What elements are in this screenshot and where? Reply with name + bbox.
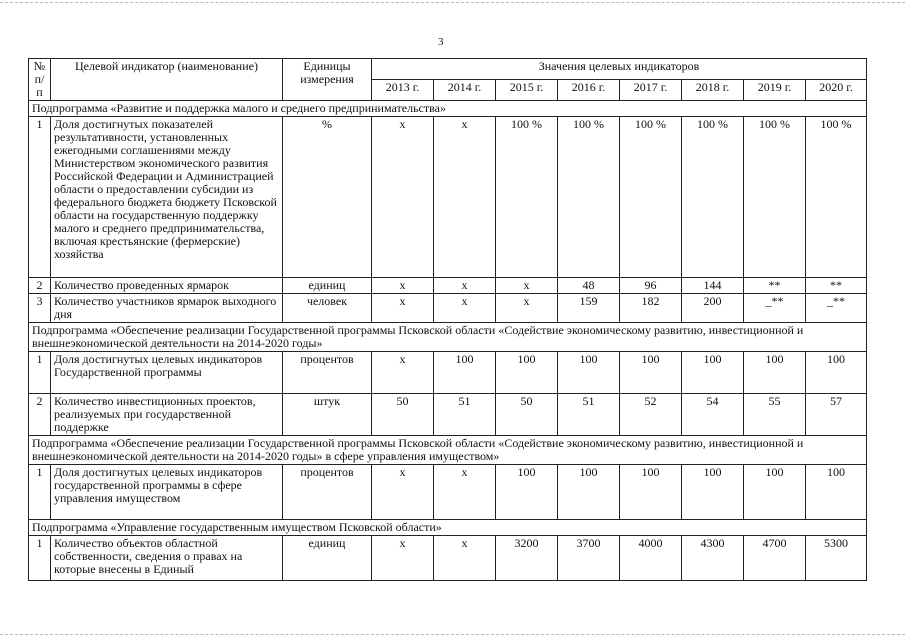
value-cell: 100 <box>620 465 682 520</box>
value-cell: 182 <box>620 294 682 323</box>
scan-top-edge <box>0 2 905 3</box>
value-cell: _** <box>744 294 806 323</box>
value-cell: 100 <box>682 352 744 394</box>
year-header: 2020 г. <box>806 80 867 101</box>
section-row <box>29 101 867 117</box>
scan-bottom-edge <box>0 634 905 635</box>
value-cell: 159 <box>558 294 620 323</box>
col-header-indicator: Целевой индикатор (наименование) <box>51 59 283 101</box>
value-cell: 100 <box>806 465 867 520</box>
year-header: 2015 г. <box>496 80 558 101</box>
value-cell: 100 % <box>558 117 620 278</box>
value-cell: x <box>372 294 434 323</box>
value-cell: x <box>434 117 496 278</box>
unit-cell: процентов <box>283 352 372 394</box>
indicator-name: Доля достигнутых показателей результативности, установленных ежегодными соглашениями между Министерством экономического развития Российской Федерации и Администрацией области о предоставлении субсидии из федерального бюджета бюджету Псковской области на государственную поддержку малого и среднего предпринимательства, включая крестьянские (фермерские) хозяйства <box>51 117 283 278</box>
value-cell: 50 <box>496 394 558 436</box>
value-cell: 144 <box>682 278 744 294</box>
value-cell: 200 <box>682 294 744 323</box>
section-row <box>29 436 867 465</box>
table-header-row <box>29 59 867 80</box>
value-cell: 3700 <box>558 536 620 581</box>
year-header: 2017 г. <box>620 80 682 101</box>
year-header: 2019 г. <box>744 80 806 101</box>
value-cell: ** <box>744 278 806 294</box>
value-cell: x <box>372 536 434 581</box>
indicator-name: Доля достигнутых целевых индикаторов государственной программы в сфере управления имуществом <box>51 465 283 520</box>
value-cell: 100 % <box>496 117 558 278</box>
indicator-name: Количество проведенных ярмарок <box>51 278 283 294</box>
value-cell: 96 <box>620 278 682 294</box>
value-cell: 50 <box>372 394 434 436</box>
row-number: 2 <box>29 394 51 436</box>
table-row <box>29 117 867 278</box>
col-header-unit: Единицы измерения <box>283 59 372 101</box>
value-cell: 51 <box>558 394 620 436</box>
section-row <box>29 520 867 536</box>
value-cell: 100 <box>496 465 558 520</box>
value-cell: ** <box>806 278 867 294</box>
indicator-name: Количество участников ярмарок выходного дня <box>51 294 283 323</box>
section-title: Подпрограмма «Обеспечение реализации Государственной программы Псковской области «Содействие экономическому развитию, инвестиционной и внешнеэкономической деятельности на 2014-2020 годы» <box>29 323 867 352</box>
value-cell: 52 <box>620 394 682 436</box>
value-cell: _** <box>806 294 867 323</box>
col-header-values: Значения целевых индикаторов <box>372 59 867 80</box>
page-number: 3 <box>438 36 444 48</box>
value-cell: 100 <box>558 465 620 520</box>
value-cell: 100 <box>806 352 867 394</box>
value-cell: 55 <box>744 394 806 436</box>
table-row <box>29 394 867 436</box>
row-number: 1 <box>29 352 51 394</box>
value-cell: x <box>434 536 496 581</box>
value-cell: 57 <box>806 394 867 436</box>
section-title: Подпрограмма «Обеспечение реализации Государственной программы Псковской области «Содействие экономическому развитию, инвестиционной и внешнеэкономической деятельности на 2014-2020 годы» в сфере управления имуществом» <box>29 436 867 465</box>
year-header: 2018 г. <box>682 80 744 101</box>
value-cell: x <box>434 294 496 323</box>
value-cell: 100 <box>744 465 806 520</box>
value-cell: 4000 <box>620 536 682 581</box>
value-cell: 4700 <box>744 536 806 581</box>
section-title: Подпрограмма «Развитие и поддержка малого и среднего предпринимательства» <box>29 101 867 117</box>
unit-cell: % <box>283 117 372 278</box>
value-cell: x <box>434 278 496 294</box>
table-row <box>29 294 867 323</box>
section-row <box>29 323 867 352</box>
unit-cell: штук <box>283 394 372 436</box>
unit-cell: единиц <box>283 536 372 581</box>
unit-cell: человек <box>283 294 372 323</box>
value-cell: 100 % <box>620 117 682 278</box>
table-row <box>29 352 867 394</box>
value-cell: 100 % <box>806 117 867 278</box>
unit-cell: единиц <box>283 278 372 294</box>
value-cell: 4300 <box>682 536 744 581</box>
value-cell: 100 <box>558 352 620 394</box>
col-header-num: № п/п <box>29 59 51 101</box>
value-cell: 100 <box>496 352 558 394</box>
value-cell: 3200 <box>496 536 558 581</box>
value-cell: 100 % <box>744 117 806 278</box>
value-cell: x <box>372 465 434 520</box>
value-cell: 100 <box>434 352 496 394</box>
value-cell: x <box>496 278 558 294</box>
unit-cell: процентов <box>283 465 372 520</box>
section-title: Подпрограмма «Управление государственным имуществом Псковской области» <box>29 520 867 536</box>
row-number: 2 <box>29 278 51 294</box>
value-cell: x <box>496 294 558 323</box>
row-number: 3 <box>29 294 51 323</box>
value-cell: 100 % <box>682 117 744 278</box>
year-header: 2014 г. <box>434 80 496 101</box>
row-number: 1 <box>29 117 51 278</box>
indicator-name: Доля достигнутых целевых индикаторов Государственной программы <box>51 352 283 394</box>
value-cell: 51 <box>434 394 496 436</box>
value-cell: 48 <box>558 278 620 294</box>
value-cell: 54 <box>682 394 744 436</box>
value-cell: 100 <box>620 352 682 394</box>
value-cell: 100 <box>682 465 744 520</box>
year-header: 2013 г. <box>372 80 434 101</box>
value-cell: 100 <box>744 352 806 394</box>
year-header: 2016 г. <box>558 80 620 101</box>
indicators-table <box>28 58 867 581</box>
value-cell: x <box>372 278 434 294</box>
value-cell: x <box>372 117 434 278</box>
value-cell: x <box>434 465 496 520</box>
value-cell: x <box>372 352 434 394</box>
table-row <box>29 536 867 581</box>
indicator-name: Количество объектов областной собственности, сведения о правах на которые внесены в Единый <box>51 536 283 581</box>
row-number: 1 <box>29 536 51 581</box>
indicator-name: Количество инвестиционных проектов, реализуемых при государственной поддержке <box>51 394 283 436</box>
row-number: 1 <box>29 465 51 520</box>
table-row <box>29 465 867 520</box>
value-cell: 5300 <box>806 536 867 581</box>
table-row <box>29 278 867 294</box>
